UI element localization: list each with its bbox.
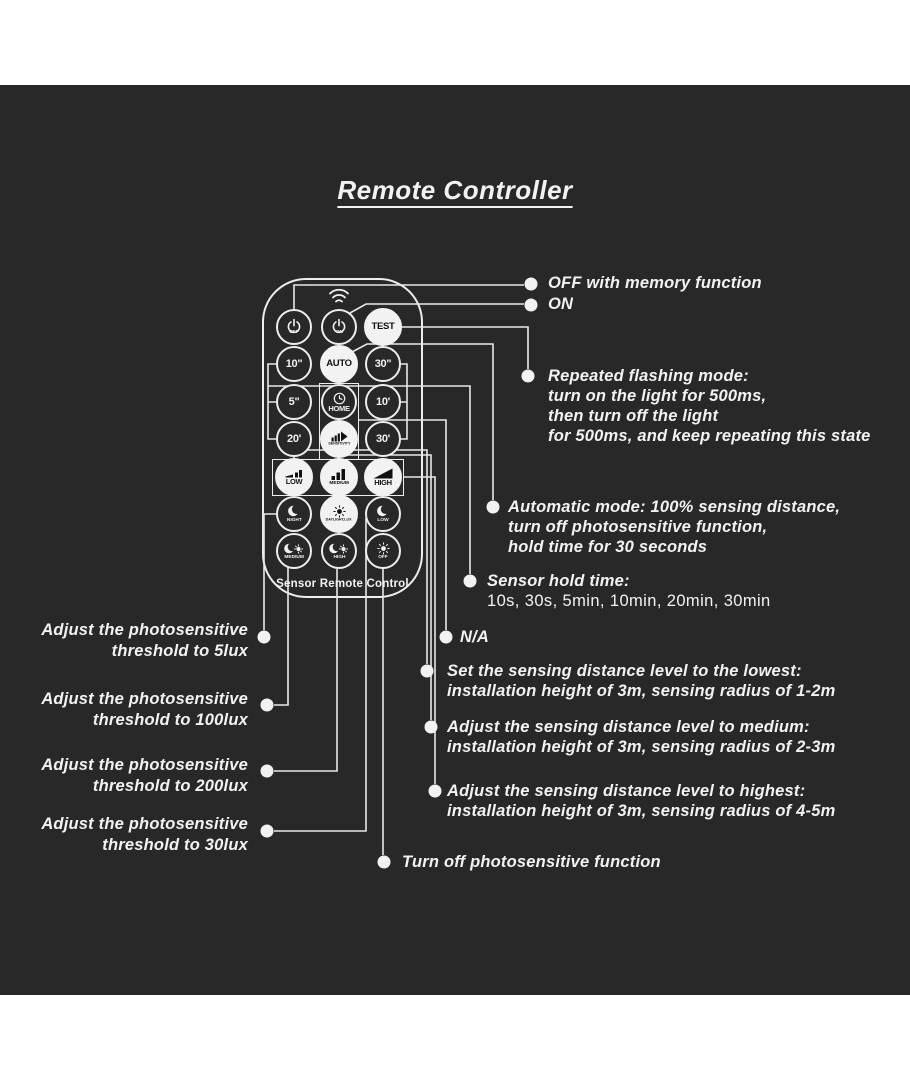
sun-icon — [333, 505, 346, 518]
annotation-line: Repeated flashing mode: — [548, 367, 749, 385]
annotation-line: threshold to 5lux — [111, 642, 248, 660]
annotation-line: threshold to 100lux — [92, 711, 248, 729]
wire-high-200lux — [274, 569, 337, 771]
annotation-line: turn on the light for 500ms, — [548, 387, 767, 405]
distance-high-button — [364, 458, 402, 496]
annotation-line: Turn off photosensitive function — [402, 853, 661, 871]
annotation-distance-highest — [447, 781, 835, 821]
annotation-flashing-mode — [548, 366, 871, 446]
annotation-line: 10s, 30s, 5min, 10min, 20min, 30min — [487, 592, 771, 610]
distance-medium-button — [320, 458, 358, 496]
daylight-lux-label: DAYLIGHT,LUX — [326, 517, 352, 522]
test-button-label: TEST — [371, 321, 395, 332]
wire-distance-low — [294, 450, 427, 664]
annotation-line: Adjust the photosensitive — [41, 690, 248, 708]
sensitivity-button — [320, 420, 358, 458]
annotation-line: Adjust the photosensitive — [41, 756, 248, 774]
annotation-distance-medium — [447, 717, 835, 757]
lux-off-label: OFF — [378, 554, 388, 560]
annotation-line: Sensor hold time: — [487, 572, 630, 590]
annotation-line: installation height of 3m, sensing radius of 1-2m — [447, 682, 836, 700]
time-30s-label: 30" — [374, 357, 392, 370]
night-button-label: NIGHT — [286, 518, 302, 523]
lux-off-button — [365, 533, 401, 569]
annotation-line: OFF with memory function — [548, 274, 762, 292]
annotation-line: Adjust the photosensitive — [41, 815, 248, 833]
page-title: Remote Controller — [337, 175, 573, 205]
lux-medium-button — [276, 533, 312, 569]
off-button-label: OFF — [289, 330, 299, 335]
annotation-distance-lowest — [447, 661, 835, 701]
annotation-line: N/A — [460, 628, 490, 646]
distance-low-label: LOW — [285, 477, 303, 486]
time-5s-label: 5" — [288, 395, 300, 408]
moon-sun-icon — [329, 542, 349, 555]
annotation-line: installation height of 3m, sensing radius of 2-3m — [447, 738, 836, 756]
bars-medium-icon — [331, 468, 347, 480]
bars-arrow-icon — [331, 431, 348, 442]
annotation-line: threshold to 30lux — [102, 836, 248, 854]
annotation-on — [548, 294, 573, 314]
annotation-line: turn off photosensitive function, — [508, 518, 768, 536]
annotation-threshold-5lux — [41, 620, 248, 662]
test-button — [364, 308, 402, 346]
annotation-threshold-100lux — [41, 689, 248, 731]
sensitivity-button-label: SENSITIVITY — [327, 441, 351, 446]
annotation-off-memory — [548, 273, 762, 293]
time-5s-button — [276, 384, 312, 420]
auto-button-label: AUTO — [326, 358, 352, 369]
annotation-threshold-30lux — [41, 814, 248, 856]
moon-icon — [376, 504, 390, 518]
annotation-line: ON — [548, 295, 574, 313]
time-10s-button — [276, 346, 312, 382]
lux-low-button — [365, 496, 401, 532]
annotation-line: installation height of 3m, sensing radius of 4-5m — [447, 802, 836, 820]
home-button — [321, 384, 357, 420]
annotation-line: Adjust the photosensitive — [41, 621, 248, 639]
annotation-sensor-hold-time — [487, 571, 771, 611]
annotation-line: threshold to 200lux — [92, 777, 248, 795]
annotation-na — [460, 627, 489, 647]
lux-high-button — [321, 533, 357, 569]
annotation-threshold-200lux — [41, 755, 248, 797]
clock-icon — [333, 392, 346, 405]
time-30m-label: 30' — [376, 432, 390, 445]
off-button — [276, 309, 312, 345]
daylight-lux-button — [320, 495, 358, 533]
distance-high-label: HIGH — [374, 477, 392, 487]
annotation-line: hold time for 30 seconds — [508, 538, 708, 556]
annotation-line: Set the sensing distance level to the lowest: — [447, 662, 802, 680]
on-button — [321, 309, 357, 345]
distance-medium-label: MEDIUM — [329, 480, 349, 486]
time-10m-label: 10' — [376, 395, 390, 408]
time-20m-button — [276, 421, 312, 457]
auto-button — [320, 345, 358, 383]
annotation-line: Automatic mode: 100% sensing distance, — [508, 498, 841, 516]
wire-test — [402, 327, 528, 369]
annotation-line: Adjust the sensing distance level to highest: — [447, 782, 806, 800]
signal-waves-icon — [326, 287, 352, 304]
remote-footer-label: Sensor Remote Control — [276, 578, 409, 590]
lux-high-label: HIGH — [333, 554, 345, 560]
wire-time-bracket-right — [400, 364, 407, 439]
ramp-high-icon — [373, 468, 393, 479]
moon-sun-icon — [284, 542, 304, 555]
time-10s-label: 10" — [285, 357, 303, 370]
time-20m-label: 20' — [287, 432, 301, 445]
lux-low-label: LOW — [377, 518, 389, 523]
annotation-turn-off-photosensitive — [402, 852, 661, 872]
sun-icon — [377, 542, 390, 555]
annotation-line: for 500ms, and keep repeating this state — [548, 427, 871, 445]
annotation-line: Adjust the sensing distance level to medium: — [447, 718, 810, 736]
lux-medium-label: MEDIUM — [284, 554, 304, 560]
home-button-label: HOME — [328, 403, 350, 413]
time-30s-button — [365, 346, 401, 382]
time-30m-button — [365, 421, 401, 457]
annotation-line: then turn off the light — [548, 407, 719, 425]
distance-low-button — [275, 458, 313, 496]
moon-icon — [287, 504, 301, 518]
wire-night-5lux — [264, 514, 276, 630]
time-10m-button — [365, 384, 401, 420]
night-button — [276, 496, 312, 532]
annotation-automatic-mode — [508, 497, 840, 557]
on-button-label: ON — [335, 330, 343, 335]
